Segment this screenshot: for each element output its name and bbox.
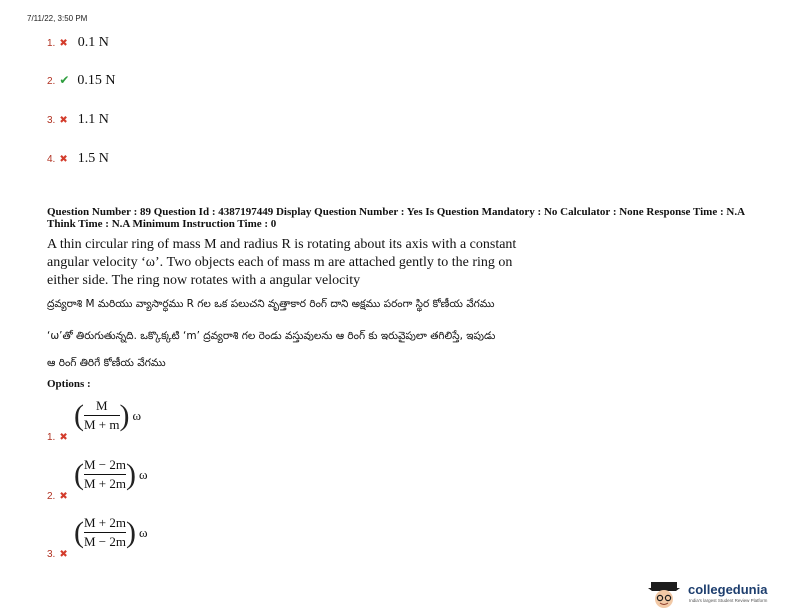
numerator: M — [95, 398, 108, 413]
options-heading: Options : — [47, 378, 91, 390]
option-number: 1. — [47, 38, 56, 49]
option-text: 1.1 N — [77, 112, 109, 127]
numerator: M + 2m — [84, 515, 127, 530]
right-paren: ) — [126, 457, 137, 491]
left-paren: ( — [74, 457, 84, 491]
denominator: M + 2m — [84, 476, 127, 491]
question-line: angular velocity ‘ω’. Two objects each of mass m are attached gently to the ring on — [47, 255, 513, 270]
option-number: 2. — [47, 491, 56, 502]
option-text: 0.1 N — [77, 35, 109, 50]
option-number: 1. — [47, 432, 56, 443]
right-paren: ) — [119, 398, 130, 432]
brand-tagline: India's largest Student Review Platform — [689, 598, 768, 603]
option-number: 3. — [47, 115, 56, 126]
question-text-english — [47, 236, 607, 290]
cross-icon: ✖ — [59, 491, 68, 502]
formula — [74, 398, 141, 433]
option-text: 0.15 N — [77, 73, 116, 88]
question-line: A thin circular ring of mass M and radius R is rotating about its axis with a constant — [47, 237, 517, 252]
brand-name: collegedunia — [688, 582, 768, 597]
question-line: either side. The ring now rotates with a angular velocity — [47, 273, 361, 288]
option-number: 2. — [47, 76, 56, 87]
numerator: M − 2m — [84, 457, 127, 472]
fraction — [84, 398, 120, 433]
fraction-bar — [84, 474, 126, 475]
right-paren: ) — [126, 515, 137, 549]
cross-icon: ✖ — [59, 549, 68, 560]
prev-option-3 — [47, 110, 109, 128]
cross-icon: ✖ — [59, 154, 68, 165]
left-paren: ( — [74, 515, 84, 549]
prev-option-2 — [47, 71, 116, 89]
option-text: 1.5 N — [77, 151, 109, 166]
option-marker — [47, 427, 68, 445]
question-line-telugu-2: ‘ω’తో తిరుగుతున్నది. ఒక్కొక్కటి ‘m’ ద్రవ్యరాశి గల రెండు వస్తువులను ఆ రింగ్ కు ఇరువైపులా తగిలిస్తే, ఇపుడు — [47, 330, 496, 342]
fraction — [84, 457, 126, 492]
question-line-telugu-3: ఆ రింగ్ తిరిగే కోణీయ వేగము — [47, 357, 166, 369]
option-marker — [47, 544, 68, 562]
check-icon: ✔ — [59, 73, 70, 87]
cross-icon: ✖ — [59, 115, 68, 126]
omega-symbol: ω — [139, 524, 148, 540]
cross-icon: ✖ — [59, 432, 68, 443]
cross-icon: ✖ — [59, 38, 68, 49]
left-paren: ( — [74, 398, 84, 432]
denominator: M + m — [84, 417, 120, 432]
option-number: 3. — [47, 549, 56, 560]
mascot-icon — [645, 580, 685, 610]
question-metadata: Question Number : 89 Question Id : 4387197449 Display Question Number : Yes Is Question Mandatory : No Calculator : None Response Time : N.A Think Time : N.A Minimum Instruction Time : 0 — [47, 206, 745, 230]
option-number: 4. — [47, 154, 56, 165]
option-marker — [47, 486, 68, 504]
omega-symbol: ω — [139, 466, 148, 482]
formula — [74, 515, 148, 550]
denominator: M − 2m — [84, 534, 127, 549]
omega-symbol: ω — [132, 407, 142, 423]
formula — [74, 457, 148, 492]
prev-option-4 — [47, 149, 109, 167]
print-timestamp: 7/11/22, 3:50 PM — [27, 14, 88, 23]
prev-option-1 — [47, 33, 109, 51]
fraction — [84, 515, 126, 550]
fraction-bar — [84, 532, 126, 533]
question-line-telugu-1: ద్రవ్యరాశి M మరియు వ్యాసార్ధము R గల ఒక పలుచని వృత్తాకార రింగ్ దాని అక్షము పరంగా స్థిర కోణీయ వేగము — [47, 298, 495, 310]
fraction-bar — [84, 415, 120, 416]
